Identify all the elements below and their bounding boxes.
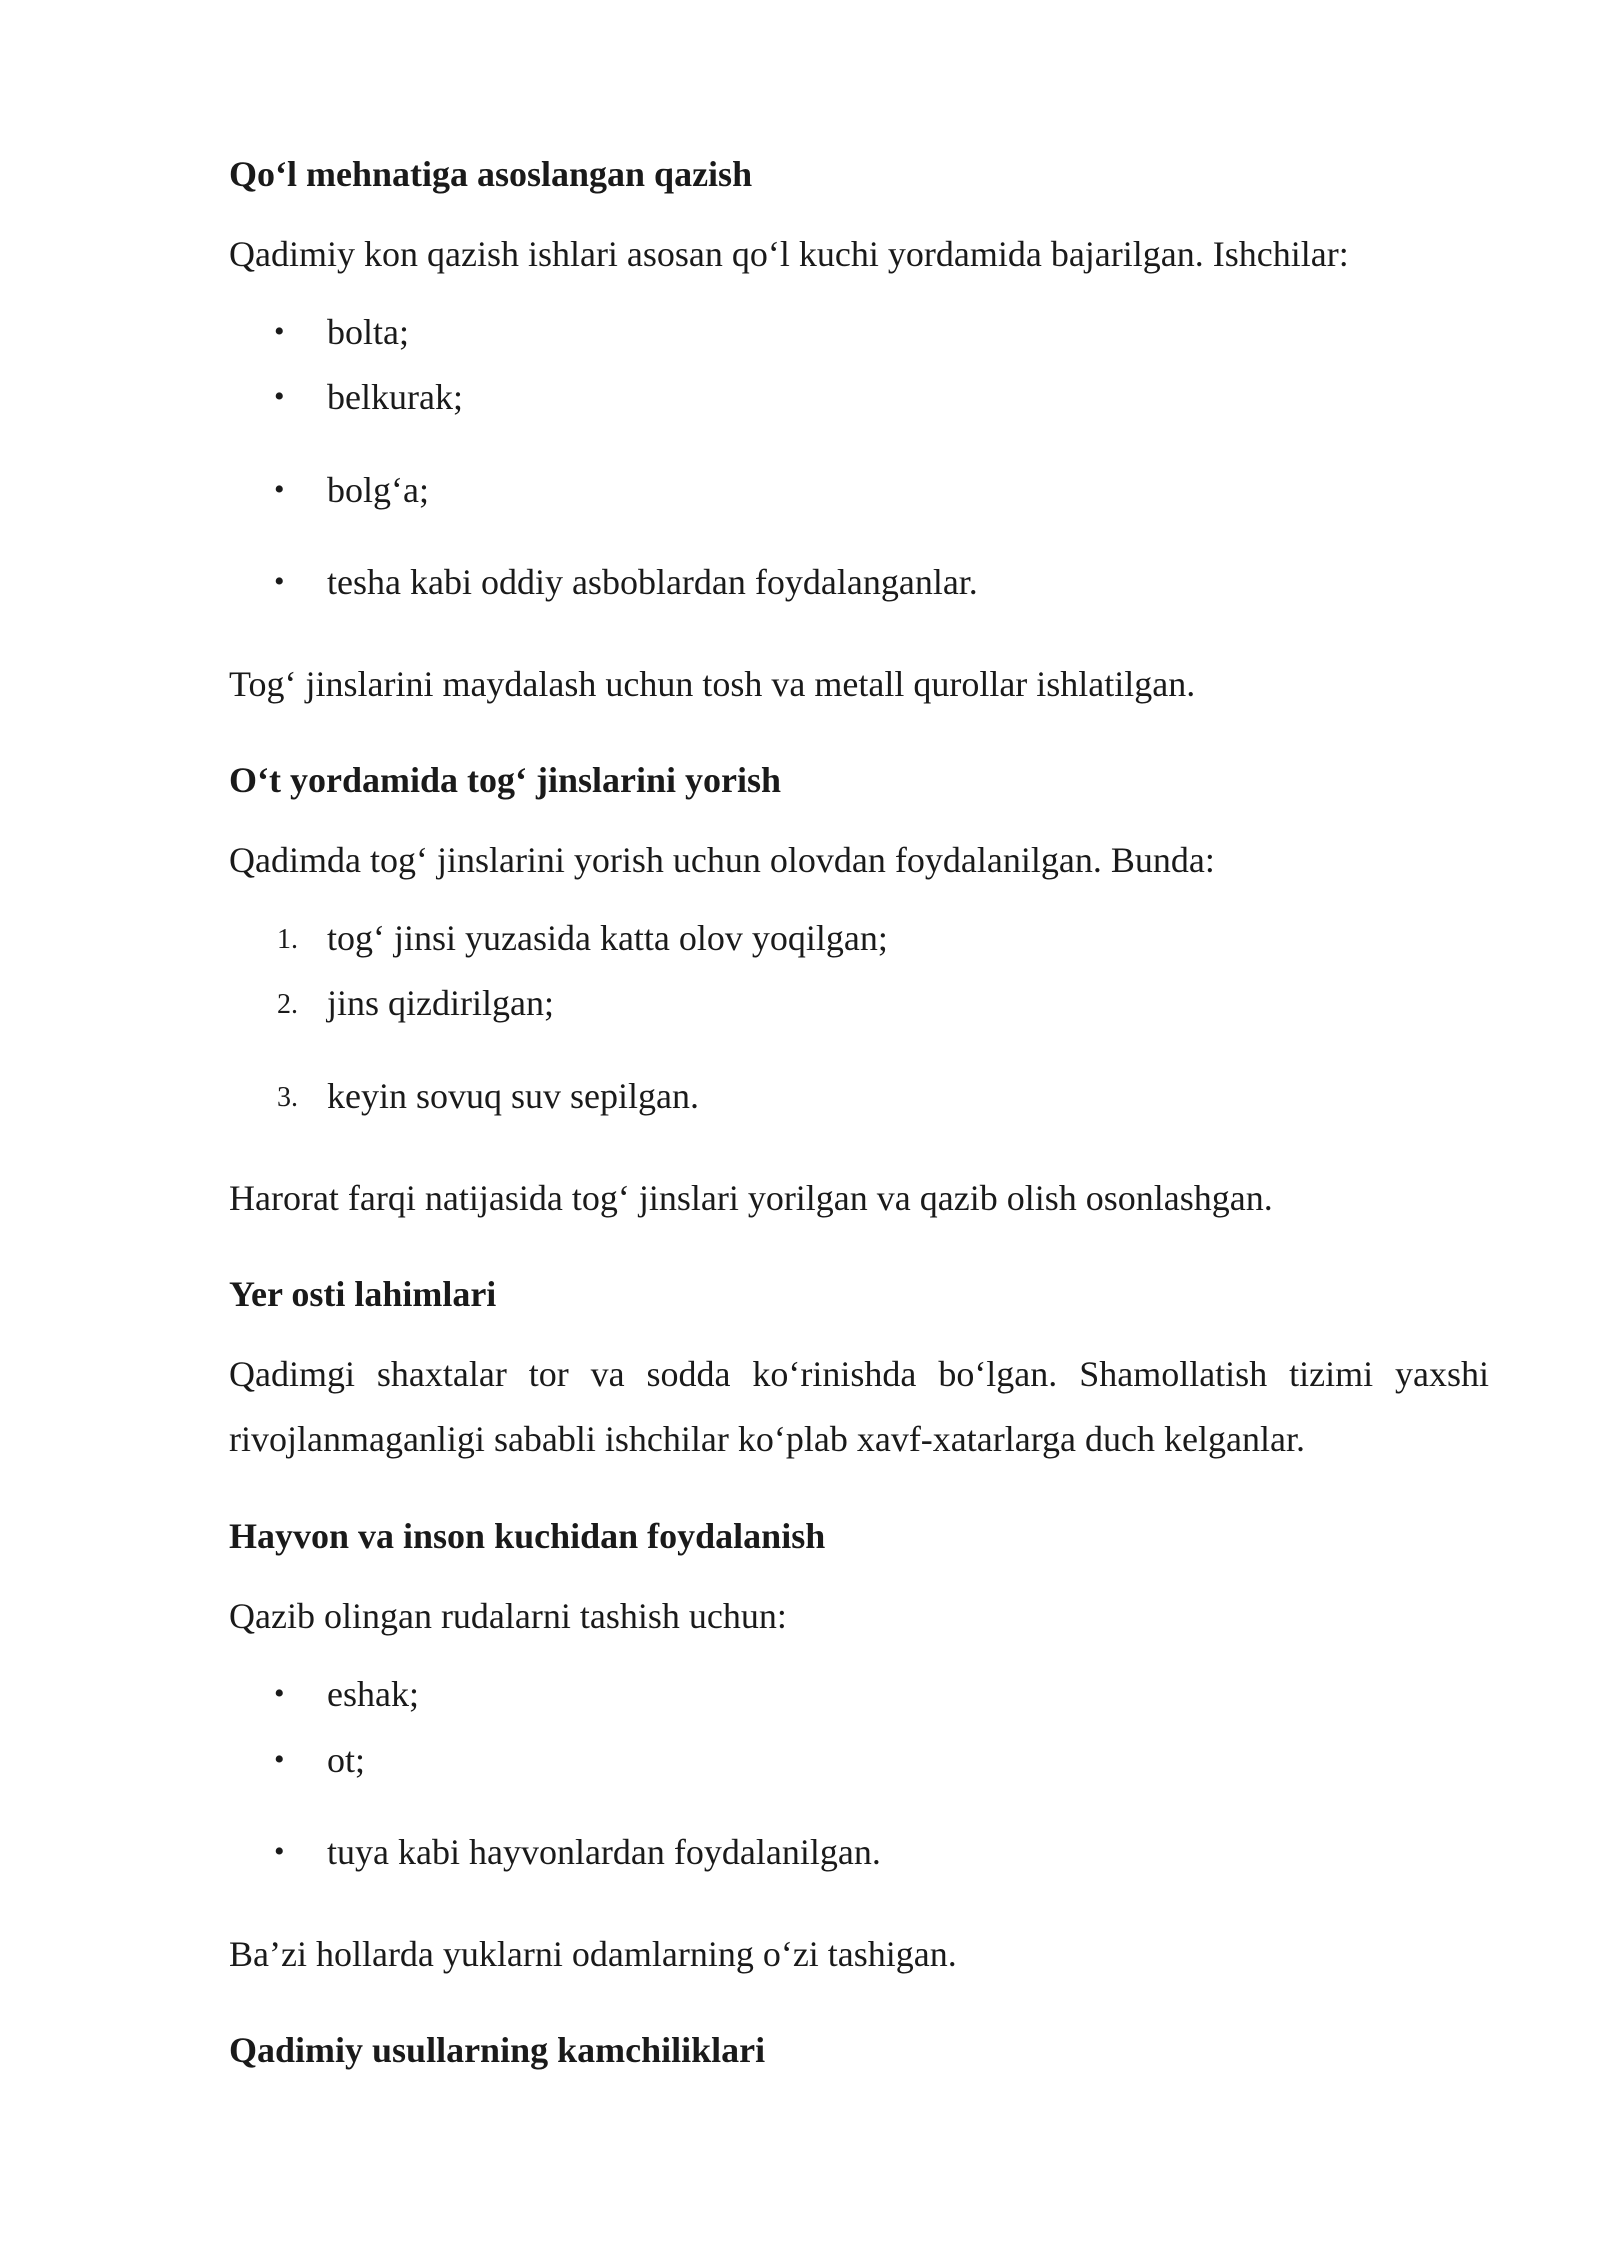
bullet-icon: • (274, 473, 285, 506)
bullet-icon: • (274, 565, 285, 598)
bullet-icon: • (274, 1835, 285, 1868)
bullet-icon: • (274, 1677, 285, 1710)
paragraph: Qazib olingan rudalarni tashish uchun: (229, 1596, 787, 1636)
bullet-icon: • (274, 380, 285, 413)
list-number: 2. (277, 989, 298, 1020)
paragraph: Tog‘ jinslarini maydalash uchun tosh va metall qurollar ishlatilgan. (229, 664, 1196, 704)
section-heading: Qo‘l mehnatiga asoslangan qazish (229, 154, 753, 194)
document-page: Qo‘l mehnatiga asoslangan qazish Qadimiy kon qazish ishlari asosan qo‘l kuchi yordamida bajarilgan. Ishchilar: • bolta; • belkurak; • bolg‘a; • tesha kabi oddiy asboblardan foydalanganlar. Tog‘ jinslarini maydalash uchun tosh va metall qurollar ishlatilgan. O‘t yordamida tog‘ jinslarini yorish Qadimda tog‘ jinslarini yorish uchun olovdan foydalanilgan. Bunda: 1. tog‘ jinsi yuzasida katta olov yoqilgan; 2. jins qizdirilgan; 3. keyin sovuq suv sepilgan. Harorat farqi natijasida tog‘ jinslari yorilgan va qazib olish osonlashgan. Yer osti lahimlari Qadimgi shaxtalar tor va sodda ko‘rinishda bo‘lgan. Shamollatish tizimi yaxshi rivojlanmaganligi sababli ishchilar ko‘plab xavf-xatarlarga duch kelganlar. Hayvon va inson kuchidan foydalanish Qazib olingan rudalarni tashish uchun: • eshak; • ot; • tuya kabi hayvonlardan foydalanilgan. Ba’zi hollarda yuklarni odamlarning o‘zi tashigan. Qadimiy usullarning kamchiliklari (229, 154, 1489, 2070)
bullet-icon: • (274, 1743, 285, 1776)
paragraph: Qadimiy kon qazish ishlari asosan qo‘l kuchi yordamida bajarilgan. Ishchilar: (229, 234, 1349, 274)
section-heading: Hayvon va inson kuchidan foydalanish (229, 1516, 826, 1556)
section-heading: O‘t yordamida tog‘ jinslarini yorish (229, 760, 782, 800)
section-heading: Qadimiy usullarning kamchiliklari (229, 2030, 766, 2070)
section-heading: Yer osti lahimlari (229, 1274, 497, 1314)
bullet-icon: • (274, 315, 285, 348)
list-number: 1. (277, 924, 298, 955)
list-number: 3. (277, 1082, 298, 1113)
paragraph: Qadimgi shaxtalar tor va sodda ko‘rinishda bo‘lgan. Shamollatish tizimi yaxshi rivojlanmaganligi sababli ishchilar ko‘plab xavf-xatarlarga duch kelganlar. (229, 1354, 1489, 1459)
paragraph: Qadimda tog‘ jinslarini yorish uchun olovdan foydalanilgan. Bunda: (229, 840, 1215, 880)
paragraph: Ba’zi hollarda yuklarni odamlarning o‘zi tashigan. (229, 1934, 957, 1974)
paragraph: Harorat farqi natijasida tog‘ jinslari yorilgan va qazib olish osonlashgan. (229, 1178, 1273, 1218)
